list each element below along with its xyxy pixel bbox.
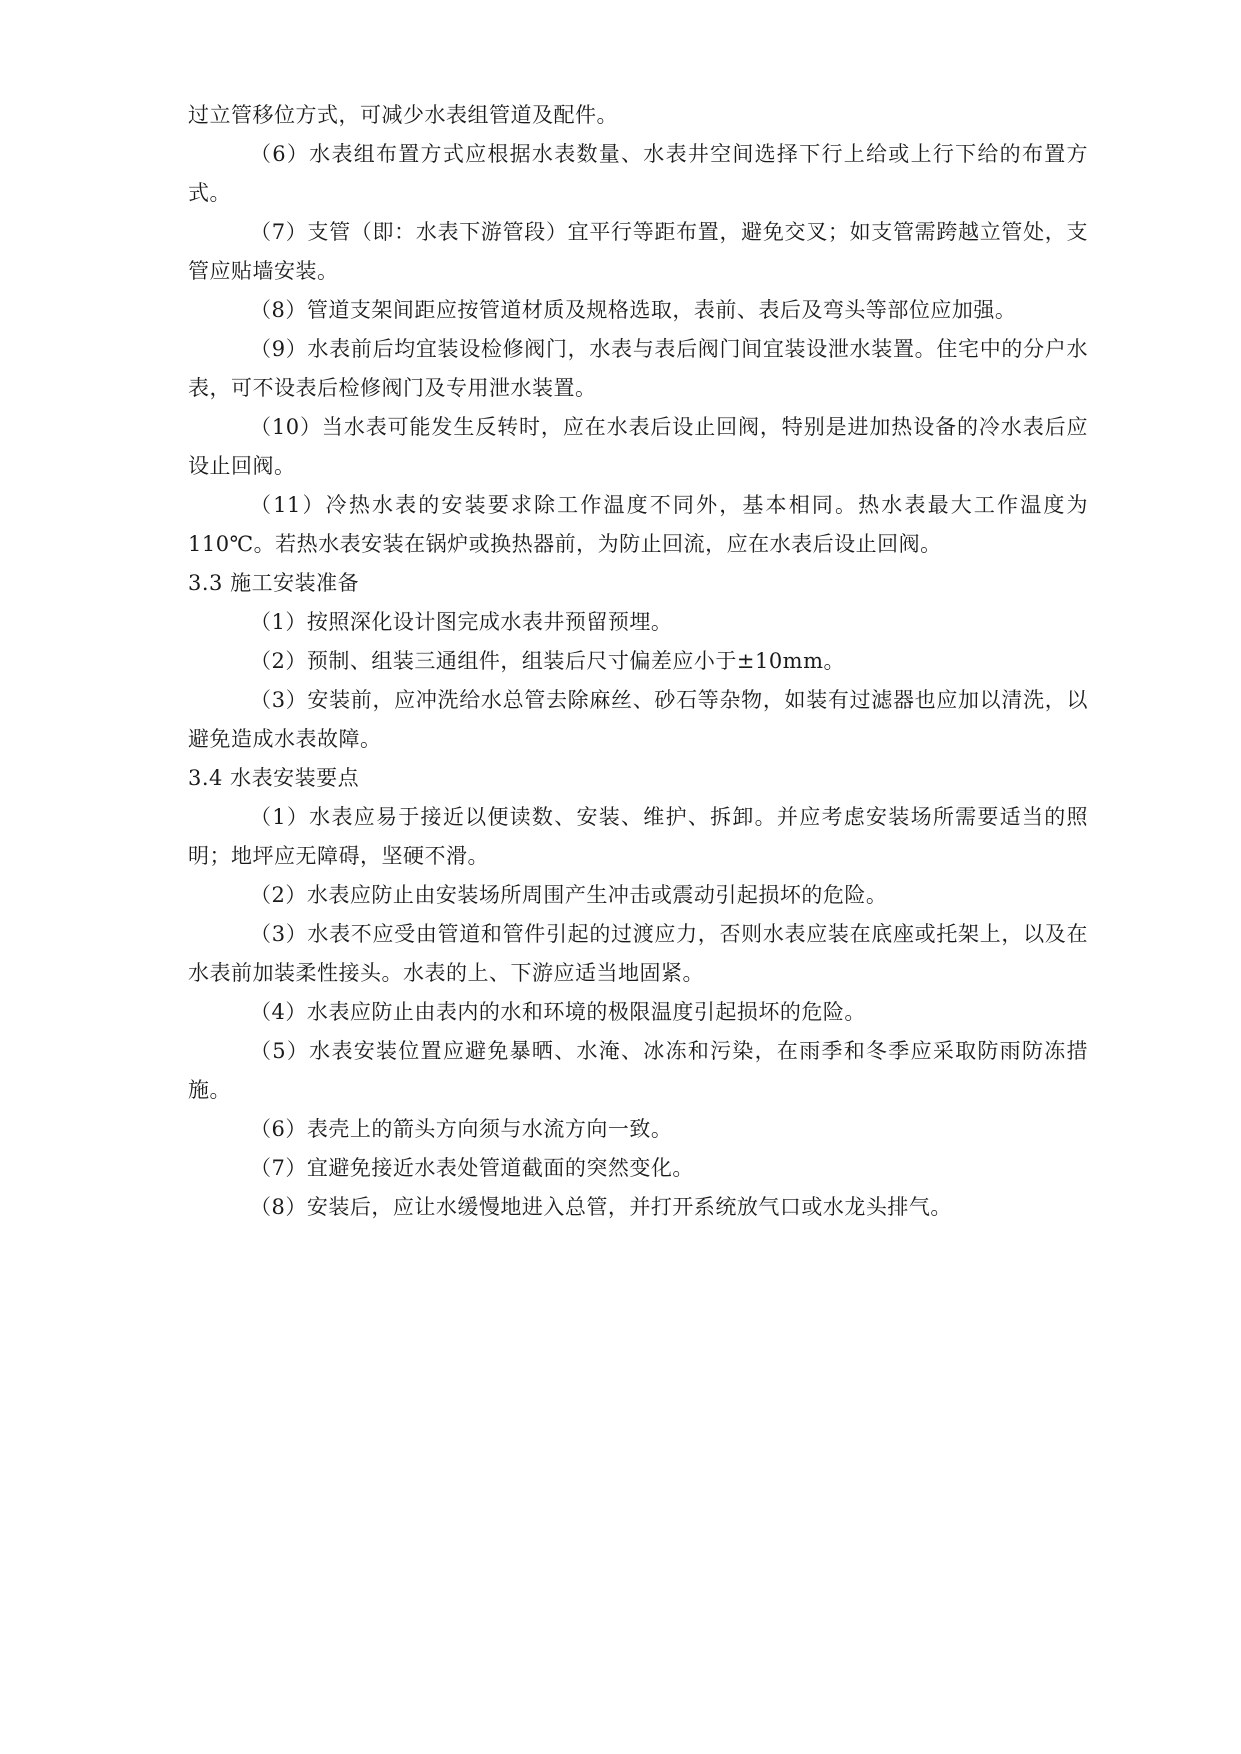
paragraph-item-9: （9）水表前后均宜装设检修阀门，水表与表后阀门间宜装设泄水装置。住宅中的分户水表，可不设表后检修阀门及专用泄水装置。 bbox=[188, 337, 1088, 400]
paragraph-point-1: （1）水表应易于接近以便读数、安装、维护、拆卸。并应考虑安装场所需要适当的照明；地坪应无障碍，坚硬不滑。 bbox=[188, 805, 1088, 868]
paragraph-point-7: （7）宜避免接近水表处管道截面的突然变化。 bbox=[250, 1156, 694, 1180]
section-heading-3-4: 3.4 水表安装要点 bbox=[188, 766, 360, 790]
document-body bbox=[188, 96, 1088, 1227]
paragraph-item-11: （11）冷热水表的安装要求除工作温度不同外，基本相同。热水表最大工作温度为 110℃。若热水表安装在锅炉或换热器前，为防止回流，应在水表后设止回阀。 bbox=[188, 493, 1088, 556]
paragraph-prep-2: （2）预制、组装三通组件，组装后尺寸偏差应小于±10mm。 bbox=[250, 649, 846, 673]
paragraph-item-8: （8）管道支架间距应按管道材质及规格选取，表前、表后及弯头等部位应加强。 bbox=[250, 298, 1017, 322]
section-heading-3-3: 3.3 施工安装准备 bbox=[188, 571, 360, 595]
paragraph-prep-3: （3）安装前，应冲洗给水总管去除麻丝、砂石等杂物，如装有过滤器也应加以清洗，以避免造成水表故障。 bbox=[188, 688, 1088, 751]
paragraph-point-8: （8）安装后，应让水缓慢地进入总管，并打开系统放气口或水龙头排气。 bbox=[250, 1195, 952, 1219]
paragraph-point-4: （4）水表应防止由表内的水和环境的极限温度引起损坏的危险。 bbox=[250, 1000, 866, 1024]
paragraph-item-7: （7）支管（即：水表下游管段）宜平行等距布置，避免交叉；如支管需跨越立管处，支管应贴墙安装。 bbox=[188, 220, 1088, 283]
paragraph-point-3: （3）水表不应受由管道和管件引起的过渡应力，否则水表应装在底座或托架上，以及在水表前加装柔性接头。水表的上、下游应适当地固紧。 bbox=[188, 922, 1088, 985]
paragraph-point-2: （2）水表应防止由安装场所周围产生冲击或震动引起损坏的危险。 bbox=[250, 883, 888, 907]
paragraph-item-6: （6）水表组布置方式应根据水表数量、水表井空间选择下行上给或上行下给的布置方式。 bbox=[188, 142, 1088, 205]
paragraph-point-6: （6）表壳上的箭头方向须与水流方向一致。 bbox=[250, 1117, 673, 1141]
paragraph-prep-1: （1）按照深化设计图完成水表井预留预埋。 bbox=[250, 610, 673, 634]
paragraph-continuation: 过立管移位方式，可减少水表组管道及配件。 bbox=[188, 103, 618, 127]
paragraph-item-10: （10）当水表可能发生反转时，应在水表后设止回阀，特别是进加热设备的冷水表后应设止回阀。 bbox=[188, 415, 1088, 478]
paragraph-point-5: （5）水表安装位置应避免暴晒、水淹、冰冻和污染，在雨季和冬季应采取防雨防冻措施。 bbox=[188, 1039, 1088, 1102]
